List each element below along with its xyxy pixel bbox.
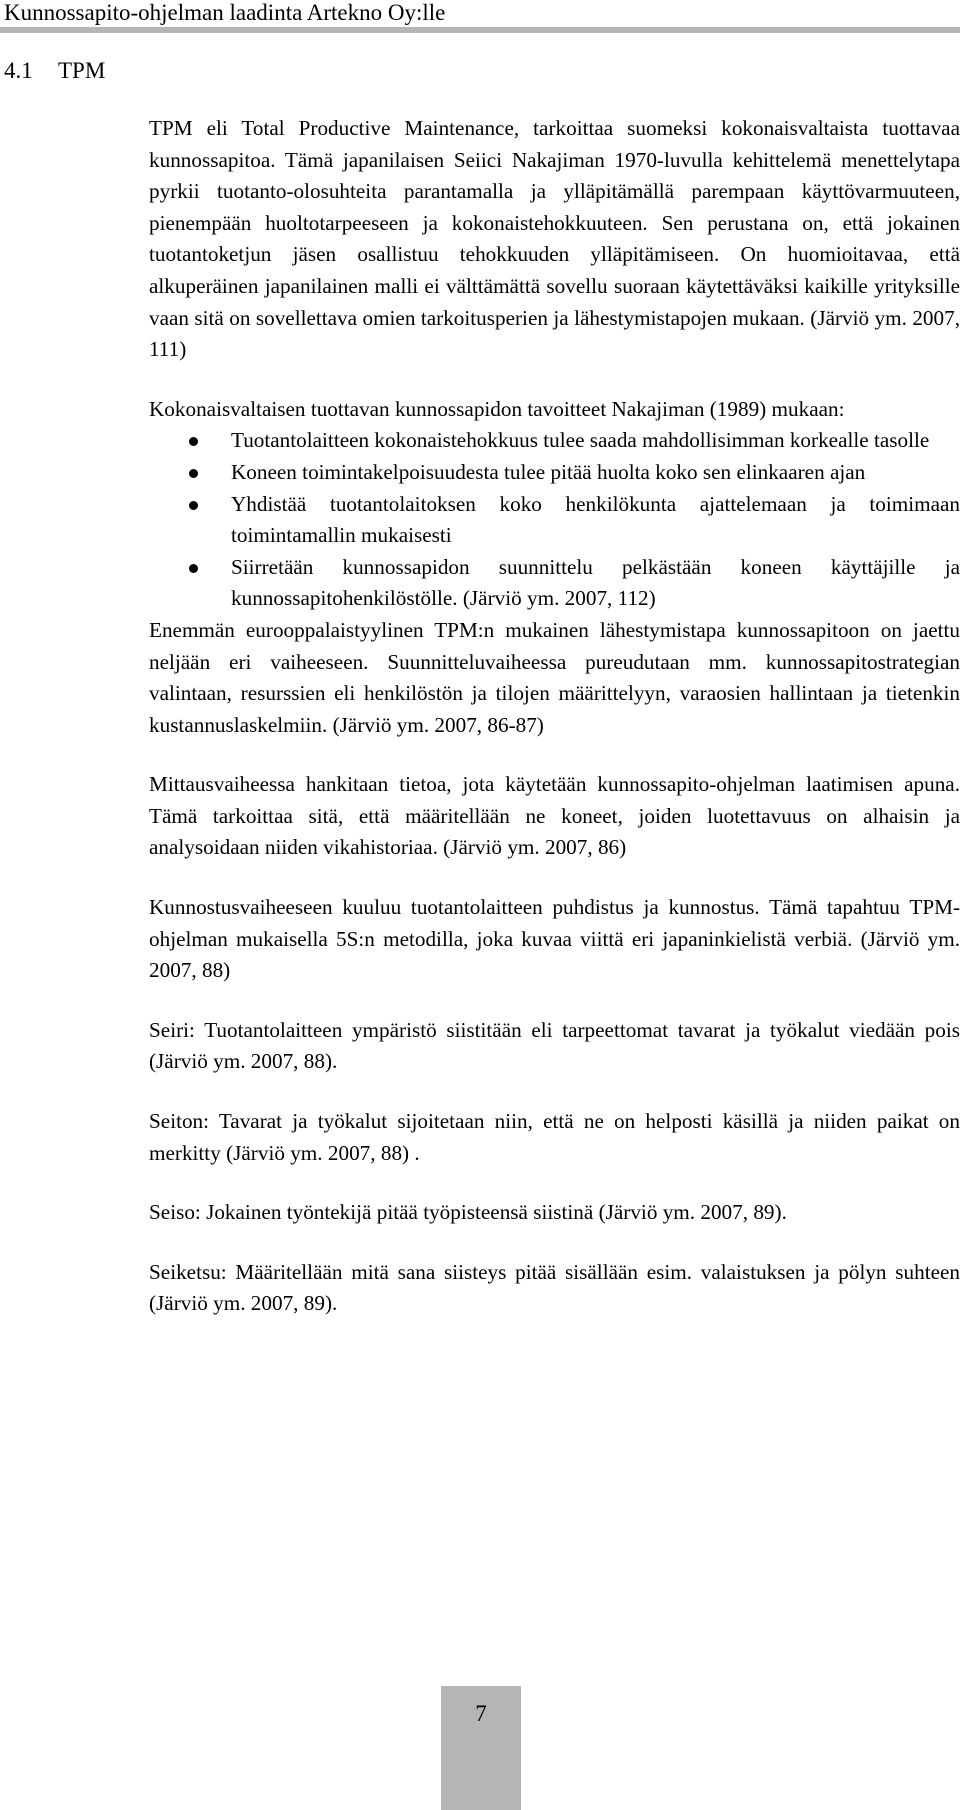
page-header: [0, 0, 960, 34]
paragraph-seiton: Seiton: Tavarat ja työkalut sijoitetaan niin, että ne on helposti käsillä ja niiden paikat on merkitty (Järviö ym. 2007, 88) .: [149, 1109, 960, 1165]
header-rule: [0, 27, 960, 33]
paragraph-seiso: Seiso: Jokainen työntekijä pitää työpisteensä siistinä (Järviö ym. 2007, 89).: [149, 1200, 787, 1225]
header-title: Kunnossapito-ohjelman laadinta Artekno Oy:lle: [4, 0, 446, 25]
page-number: 7: [475, 1701, 487, 1726]
bullet-icon: [189, 437, 198, 446]
goals-list: [149, 425, 960, 615]
section-number: 4.1: [4, 58, 33, 83]
list-item: Tuotantolaitteen kokonaistehokkuus tulee saada mahdollisimman korkealle tasolle: [149, 425, 960, 457]
section-heading: [4, 56, 105, 86]
list-item: Yhdistää tuotantolaitoksen koko henkilökunta ajattelemaan ja toimimaan toimintamallin mukaisesti: [149, 489, 960, 552]
bullet-icon: [189, 469, 198, 478]
section-title: TPM: [58, 58, 106, 83]
paragraph-seiri: Seiri: Tuotantolaitteen ympäristö siistitään eli tarpeettomat tavarat ja työkalut viedään pois (Järviö ym. 2007, 88).: [149, 1017, 960, 1074]
paragraph-restoration-phase: Kunnostusvaiheeseen kuuluu tuotantolaitteen puhdistus ja kunnostus. Tämä tapahtuu TPM- ohjelman mukaisella 5S:n metodilla, joka kuvaa viittä eri japaninkielistä verbiä. (Järviö ym. 2007, 88): [149, 895, 960, 983]
paragraph-goals-intro: Kokonaisvaltaisen tuottavan kunnossapidon tavoitteet Nakajiman (1989) mukaan:: [149, 396, 845, 421]
paragraph-european-approach: Enemmän eurooppalaistyylinen TPM:n mukainen lähestymistapa kunnossapitoon on jaettu neljään eri vaiheeseen. Suunnitteluvaiheessa pureudutaan mm. kunnossapitostrategian valintaan, resurssien eli henkilöstön ja tilojen määrittelyyn, varaosien hallintaan ja tietenkin kustannuslaskelmiin. (Järviö ym. 2007, 86-87): [149, 617, 960, 737]
bullet-icon: [189, 564, 198, 573]
bullet-icon: [189, 501, 198, 510]
page-number-box: [441, 1686, 521, 1810]
list-item: Koneen toimintakelpoisuudesta tulee pitää huolta koko sen elinkaaren ajan: [149, 457, 960, 489]
paragraph-tpm-intro: TPM eli Total Productive Maintenance, tarkoittaa suomeksi kokonaisvaltaista tuottavaa kunnossapitoa. Tämä japanilaisen Seiici Nakajiman 1970-luvulla kehittelemä menettelytapa pyrkii tuotanto-olosuhteita parantamalla ja ylläpitämällä parempaan käyttövarmuuteen, pienempään huoltotarpeeseen ja kokonaistehokkuuteen. Sen perustana on, että jokainen tuotantoketjun jäsen osallistuu tehokkuuden ylläpitämiseen. On huomioitavaa, että alkuperäinen japanilainen malli ei välttämättä sovellu suoraan käytettäväksi kaikille yrityksille vaan sitä on sovellettava omien tarkoitusperien ja lähestymistapojen mukaan. (Järviö ym. 2007, 111): [149, 116, 960, 362]
paragraph-measurement-phase: Mittausvaiheessa hankitaan tietoa, jota käytetään kunnossapito-ohjelman laatimisen apuna. Tämä tarkoittaa sitä, että määritellään ne koneet, joiden luotettavuus on alhaisin ja analysoidaan niiden vikahistoriaa. (Järviö ym. 2007, 86): [149, 772, 960, 860]
body-text: [149, 113, 960, 1320]
list-item: Siirretään kunnossapidon suunnittelu pelkästään koneen käyttäjille ja kunnossapitohenkilöstölle. (Järviö ym. 2007, 112): [149, 552, 960, 615]
paragraph-seiketsu: Seiketsu: Määritellään mitä sana siisteys pitää sisällään esim. valaistuksen ja pölyn suhteen (Järviö ym. 2007, 89).: [149, 1259, 960, 1316]
